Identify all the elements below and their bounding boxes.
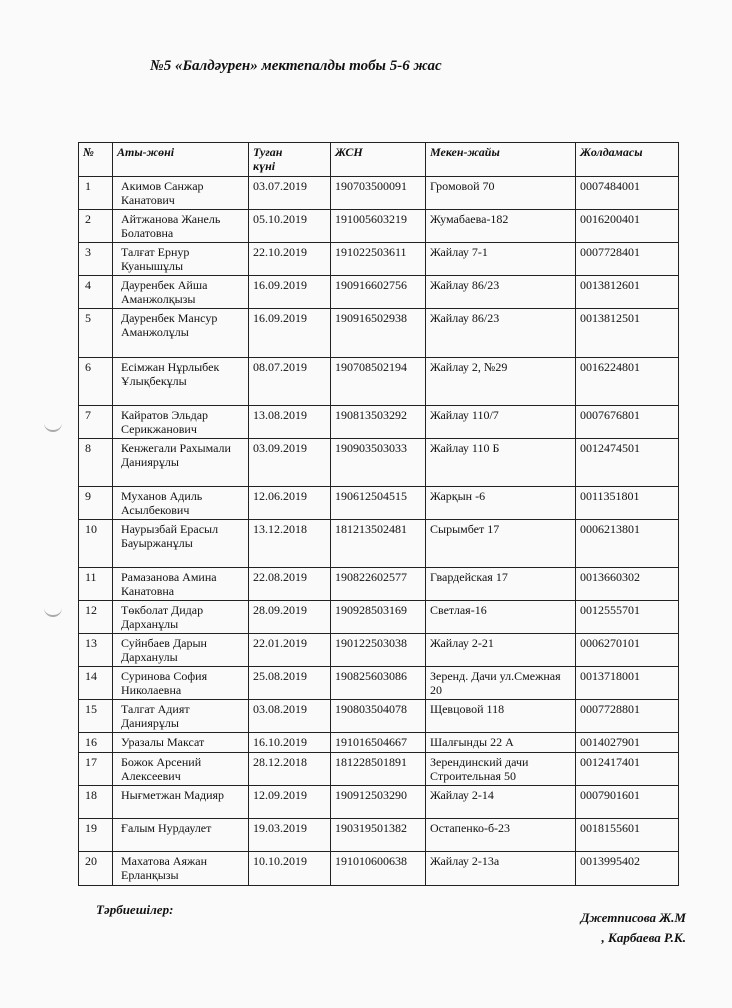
- cell-name: Айтжанова Жанель Болатовна: [113, 210, 249, 243]
- cell-num: 19: [79, 819, 113, 852]
- cell-num: 12: [79, 601, 113, 634]
- cell-address: Жайлау 110/7: [426, 406, 576, 439]
- cell-name: Суйнбаев Дарын Дарханулы: [113, 634, 249, 667]
- cell-name: Рамазанова Амина Канатовна: [113, 568, 249, 601]
- header-address: Мекен-жайы: [426, 143, 576, 177]
- cell-dob: 03.08.2019: [249, 700, 331, 733]
- table-row: [79, 309, 679, 358]
- cell-dob: 12.06.2019: [249, 487, 331, 520]
- cell-referral: 0013812501: [576, 309, 679, 358]
- cell-iin: 190916502938: [331, 309, 426, 358]
- cell-name: Дауренбек Айша Аманжолқызы: [113, 276, 249, 309]
- table-row: [79, 700, 679, 733]
- header-name: Аты-жөні: [113, 143, 249, 177]
- punch-hole-mark: [44, 420, 62, 432]
- header-num: №: [79, 143, 113, 177]
- cell-dob: 22.08.2019: [249, 568, 331, 601]
- table-body: [79, 177, 679, 886]
- cell-referral: 0014027901: [576, 733, 679, 753]
- cell-dob: 16.09.2019: [249, 309, 331, 358]
- table-row: [79, 358, 679, 406]
- cell-num: 17: [79, 753, 113, 786]
- cell-num: 1: [79, 177, 113, 210]
- cell-referral: 0018155601: [576, 819, 679, 852]
- cell-referral: 0011351801: [576, 487, 679, 520]
- cell-name: Махатова Аяжан Ерланқызы: [113, 852, 249, 886]
- table-row: [79, 520, 679, 568]
- table-row: [79, 406, 679, 439]
- table-row: [79, 852, 679, 886]
- page-title: №5 «Балдәурен» мектепалды тобы 5-6 жас: [150, 58, 442, 74]
- cell-name: Дауренбек Мансур Аманжолұлы: [113, 309, 249, 358]
- table-row: [79, 243, 679, 276]
- table-header-row: [79, 143, 679, 177]
- cell-iin: 190912503290: [331, 786, 426, 819]
- cell-address: Жайлау 86/23: [426, 276, 576, 309]
- cell-address: Жайлау 2-13а: [426, 852, 576, 886]
- cell-dob: 12.09.2019: [249, 786, 331, 819]
- cell-address: Зеренд. Дачи ул.Смежная 20: [426, 667, 576, 700]
- cell-dob: 13.08.2019: [249, 406, 331, 439]
- cell-iin: 190822602577: [331, 568, 426, 601]
- cell-address: Зерендинский дачи Строительная 50: [426, 753, 576, 786]
- cell-name: Талгат Адият Даниярұлы: [113, 700, 249, 733]
- table-row: [79, 634, 679, 667]
- cell-num: 3: [79, 243, 113, 276]
- cell-name: Суринова София Николаевна: [113, 667, 249, 700]
- cell-num: 8: [79, 439, 113, 487]
- cell-name: Кайратов Эльдар Серикжанович: [113, 406, 249, 439]
- cell-dob: 16.09.2019: [249, 276, 331, 309]
- cell-iin: 190803504078: [331, 700, 426, 733]
- cell-num: 6: [79, 358, 113, 406]
- cell-address: Жарқын -6: [426, 487, 576, 520]
- cell-address: Жумабаева-182: [426, 210, 576, 243]
- teacher-name-1: Джетписова Ж.М: [580, 910, 686, 925]
- cell-num: 5: [79, 309, 113, 358]
- cell-num: 14: [79, 667, 113, 700]
- cell-name: Наурызбай Ерасыл Бауыржанұлы: [113, 520, 249, 568]
- header-iin: ЖСН: [331, 143, 426, 177]
- cell-num: 7: [79, 406, 113, 439]
- cell-iin: 190928503169: [331, 601, 426, 634]
- cell-num: 15: [79, 700, 113, 733]
- cell-name: Төкболат Дидар Дарханұлы: [113, 601, 249, 634]
- children-table-wrapper: [78, 142, 679, 886]
- cell-iin: 190703500091: [331, 177, 426, 210]
- cell-referral: 0007728801: [576, 700, 679, 733]
- educators-signatures: [581, 908, 686, 948]
- cell-address: Жайлау 2, №29: [426, 358, 576, 406]
- header-dob: [249, 143, 331, 177]
- cell-dob: 10.10.2019: [249, 852, 331, 886]
- table-row: [79, 439, 679, 487]
- cell-iin: 181228501891: [331, 753, 426, 786]
- punch-hole-mark: [44, 605, 62, 617]
- table-row: [79, 753, 679, 786]
- table-row: [79, 276, 679, 309]
- cell-name: Ғалым Нурдаулет: [113, 819, 249, 852]
- cell-dob: 13.12.2018: [249, 520, 331, 568]
- cell-name: Талғат Ернур Куанышұлы: [113, 243, 249, 276]
- table-row: [79, 487, 679, 520]
- cell-iin: 190825603086: [331, 667, 426, 700]
- cell-dob: 05.10.2019: [249, 210, 331, 243]
- cell-iin: 190612504515: [331, 487, 426, 520]
- cell-address: Жайлау 86/23: [426, 309, 576, 358]
- cell-name: Муханов Адиль Асылбекович: [113, 487, 249, 520]
- cell-num: 18: [79, 786, 113, 819]
- cell-num: 20: [79, 852, 113, 886]
- cell-name: Божок Арсений Алексеевич: [113, 753, 249, 786]
- cell-address: Остапенко-б-23: [426, 819, 576, 852]
- cell-address: Сырымбет 17: [426, 520, 576, 568]
- cell-iin: 191010600638: [331, 852, 426, 886]
- cell-address: Жайлау 110 Б: [426, 439, 576, 487]
- cell-referral: 0007484001: [576, 177, 679, 210]
- cell-address: Жайлау 2-21: [426, 634, 576, 667]
- cell-referral: 0012417401: [576, 753, 679, 786]
- cell-referral: 0016200401: [576, 210, 679, 243]
- table-row: [79, 819, 679, 852]
- cell-iin: 190813503292: [331, 406, 426, 439]
- cell-iin: 181213502481: [331, 520, 426, 568]
- cell-dob: 16.10.2019: [249, 733, 331, 753]
- cell-referral: 0012555701: [576, 601, 679, 634]
- cell-num: 13: [79, 634, 113, 667]
- cell-referral: 0013995402: [576, 852, 679, 886]
- cell-num: 4: [79, 276, 113, 309]
- cell-num: 11: [79, 568, 113, 601]
- cell-dob: 22.10.2019: [249, 243, 331, 276]
- header-dob-line2: күні: [253, 159, 276, 173]
- cell-address: Громовой 70: [426, 177, 576, 210]
- cell-iin: 191022503611: [331, 243, 426, 276]
- cell-name: Акимов Санжар Канатович: [113, 177, 249, 210]
- table-row: [79, 568, 679, 601]
- cell-iin: 190916602756: [331, 276, 426, 309]
- table-row: [79, 177, 679, 210]
- table-row: [79, 210, 679, 243]
- cell-dob: 28.12.2018: [249, 753, 331, 786]
- cell-num: 2: [79, 210, 113, 243]
- cell-dob: 19.03.2019: [249, 819, 331, 852]
- cell-referral: 0013660302: [576, 568, 679, 601]
- cell-dob: 03.09.2019: [249, 439, 331, 487]
- cell-address: Щевцовой 118: [426, 700, 576, 733]
- cell-address: Гвардейская 17: [426, 568, 576, 601]
- cell-referral: 0013812601: [576, 276, 679, 309]
- cell-num: 16: [79, 733, 113, 753]
- cell-iin: 190708502194: [331, 358, 426, 406]
- cell-name: Кенжегали Рахымали Даниярұлы: [113, 439, 249, 487]
- cell-name: Нығметжан Мадияр: [113, 786, 249, 819]
- educators-label: Тәрбиешілер:: [96, 902, 174, 917]
- cell-referral: 0012474501: [576, 439, 679, 487]
- table-row: [79, 667, 679, 700]
- table-row: [79, 601, 679, 634]
- cell-dob: 28.09.2019: [249, 601, 331, 634]
- cell-referral: 0007728401: [576, 243, 679, 276]
- cell-iin: 190903503033: [331, 439, 426, 487]
- header-referral: Жолдамасы: [576, 143, 679, 177]
- cell-num: 9: [79, 487, 113, 520]
- cell-address: Шалғынды 22 А: [426, 733, 576, 753]
- cell-name: Есімжан Нұрлыбек Ұлықбекұлы: [113, 358, 249, 406]
- cell-dob: 25.08.2019: [249, 667, 331, 700]
- cell-address: Жайлау 7-1: [426, 243, 576, 276]
- header-dob-line1: Туған: [253, 145, 283, 159]
- cell-iin: 191016504667: [331, 733, 426, 753]
- cell-iin: 191005603219: [331, 210, 426, 243]
- cell-address: Жайлау 2-14: [426, 786, 576, 819]
- cell-name: Уразалы Максат: [113, 733, 249, 753]
- cell-referral: 0007676801: [576, 406, 679, 439]
- cell-referral: 0016224801: [576, 358, 679, 406]
- cell-referral: 0006270101: [576, 634, 679, 667]
- table-row: [79, 733, 679, 753]
- cell-referral: 0007901601: [576, 786, 679, 819]
- cell-dob: 08.07.2019: [249, 358, 331, 406]
- cell-dob: 22.01.2019: [249, 634, 331, 667]
- cell-dob: 03.07.2019: [249, 177, 331, 210]
- cell-address: Светлая-16: [426, 601, 576, 634]
- cell-num: 10: [79, 520, 113, 568]
- teacher-name-2: , Карбаева Р.К.: [601, 930, 686, 945]
- table-row: [79, 786, 679, 819]
- children-table: [78, 142, 679, 886]
- cell-referral: 0006213801: [576, 520, 679, 568]
- cell-iin: 190319501382: [331, 819, 426, 852]
- cell-iin: 190122503038: [331, 634, 426, 667]
- cell-referral: 0013718001: [576, 667, 679, 700]
